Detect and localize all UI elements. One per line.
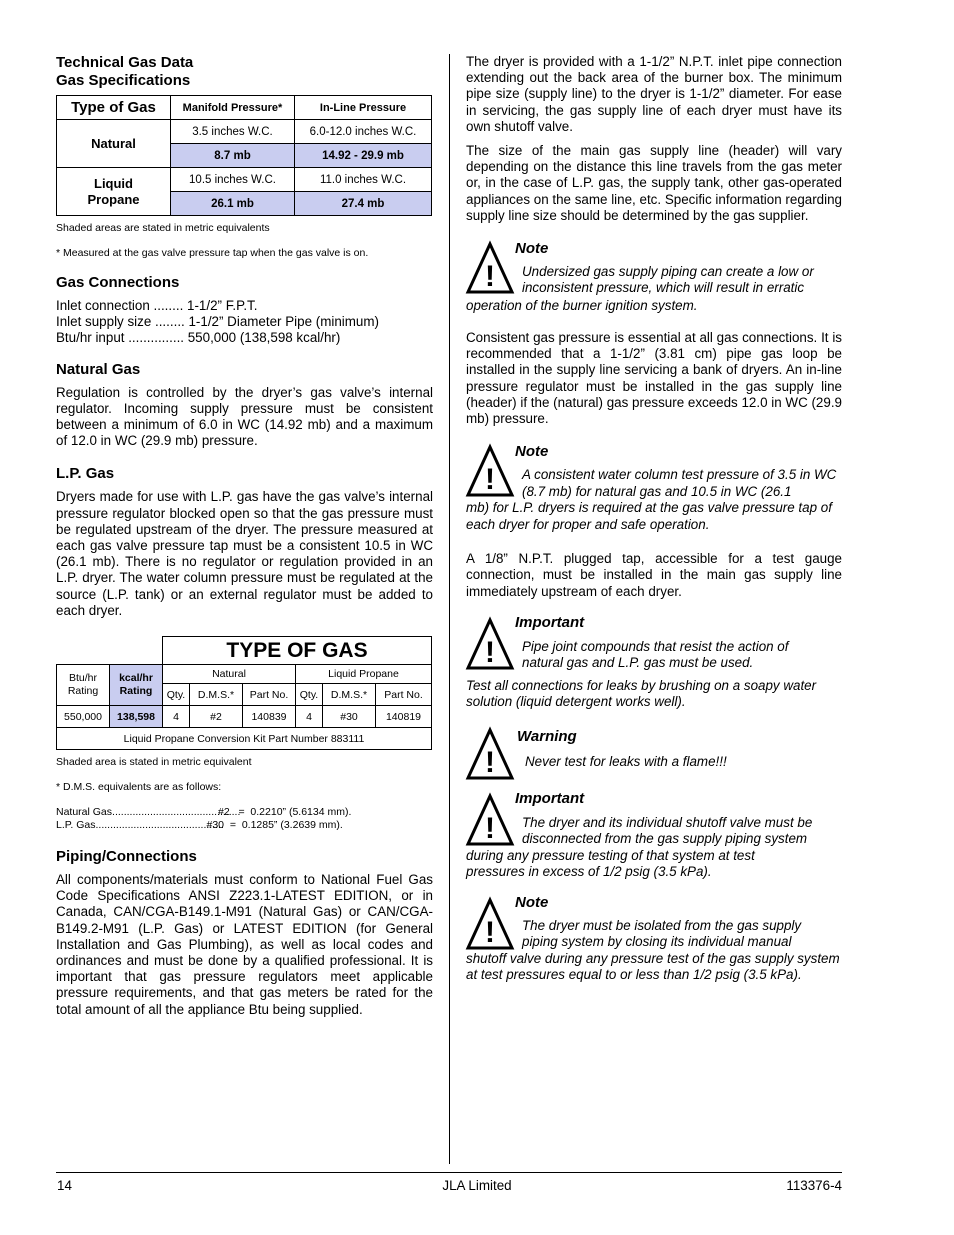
part-header: Part No.	[243, 684, 296, 706]
section-heading: Gas Connections	[56, 274, 180, 291]
warning-text: Never test for leaks with a flame!!!	[525, 753, 727, 769]
svg-text:!: !	[485, 260, 495, 294]
paragraph: The dryer is provided with a 1-1/2” N.P.T. inlet pipe connection extending out the back area of the burner box. The minimum pipe size (supply line) to the dryer is 1-1/2” diameter. For ease in servicing, the gas supply line of each dryer must have its own shutoff valve.	[466, 54, 842, 134]
doc-number: 113376-4	[786, 1178, 842, 1193]
note-title: Note	[515, 240, 549, 258]
warning-triangle-icon	[466, 898, 514, 950]
type-of-gas-table	[56, 636, 432, 750]
dms-value: #2 = 0.2210” (5.6134 mm).	[218, 806, 352, 819]
svg-text:!: !	[485, 811, 495, 845]
lp-label-line2: Propane	[87, 191, 140, 207]
spec-line: Inlet connection ........ 1-1/2” F.P.T.	[56, 298, 258, 313]
cell: 4	[163, 706, 190, 728]
warning-triangle-icon	[466, 445, 514, 497]
cell-metric: 8.7 mb	[171, 144, 295, 168]
section-heading: L.P. Gas	[56, 465, 115, 483]
note-text: The dryer must be isolated from the gas supply piping system by closing its individual manual	[522, 917, 802, 950]
section-heading: Natural Gas	[56, 360, 141, 378]
svg-text:!: !	[485, 745, 495, 779]
left-column	[56, 54, 433, 1018]
note-block	[466, 445, 842, 551]
paragraph: All components/materials must conform to National Fuel Gas Code Specifications ANSI Z223.1-LATEST EDITION, or in Canada, CAN/CGA-B149.1-M91 (Natural Gas) or CAN/CGA-B149.2-M91 (L.P. Gas) or LATEST EDITION (for General Installation and Gas Plumbing), as well as local codes and ordinances and must be done by a qualified professional. It is important that gas pressure regulators meet applicable pressure requirements, and that gas meters be rated for the total amount of all the appliance Btu being supplied.	[56, 872, 433, 1017]
part-header: Part No.	[376, 684, 432, 706]
note-title: Note	[515, 893, 549, 911]
section-heading: Piping/Connections	[56, 848, 197, 866]
warning-triangle-icon	[466, 794, 514, 846]
column-divider	[449, 54, 450, 1164]
page-number: 14	[57, 1178, 72, 1193]
important-title: Important	[515, 613, 585, 631]
cell: 4	[296, 706, 323, 728]
important-text: Test all connections for leaks by brushing on a soapy water solution (liquid detergent works well).	[466, 677, 817, 710]
dms-list	[56, 806, 433, 832]
dms-header: D.M.S.*	[190, 684, 243, 706]
svg-text:!: !	[485, 635, 495, 669]
col-header-inline: In-Line Pressure	[295, 96, 432, 120]
svg-text:!: !	[485, 463, 495, 497]
paragraph: Regulation is controlled by the dryer’s gas valve’s internal regulator. Incoming supply pressure must be consistent between a minimum of 6.0 in WC (14.92 mb) and a maximum of 12.0 in WC (29.9 mb) pressure.	[56, 384, 433, 449]
dms-row	[56, 819, 433, 832]
note-title: Note	[515, 443, 549, 461]
cell-metric: 27.4 mb	[295, 192, 432, 216]
dms-label: Natural Gas	[56, 806, 113, 819]
warning-title: Warning	[517, 727, 577, 745]
gas-spec-table	[56, 95, 432, 216]
cell-metric: 14.92 - 29.9 mb	[295, 144, 432, 168]
paragraph: The size of the main gas supply line (header) will vary depending on the distance this line travels from the gas meter or, in the case of L.P. gas, the supply tank, other gas-operated appliances on the same line, etc. Specific information regarding supply line size should be determined by the gas supplier.	[466, 143, 842, 223]
cell: 140839	[243, 706, 296, 728]
cell: 6.0-12.0 inches W.C.	[295, 120, 432, 144]
note-text: shutoff valve during any pressure test of the gas supply system at test pressures equal to or less than 1/2 psig (3.5 kPa).	[466, 950, 840, 983]
lp-label-line1: Liquid	[94, 175, 133, 191]
note-block	[466, 242, 842, 330]
col-header-type: Type of Gas	[57, 96, 171, 120]
paragraph: Dryers made for use with L.P. gas have the gas valve’s internal pressure regulator blocked open so that the gas pressure must be regulated upstream of the dryer. The pressure measured at each gas valve pressure tap must be a consistent 10.5 in WC (26.1 mb). There is no regulator or regulation provided in an L.P. dryer. The water column pressure must be regulated at the source (L.P. tank) or an external regulator must be added to each dryer.	[56, 489, 433, 618]
footer-rule	[56, 1172, 842, 1173]
important-text: during any pressure testing of that system at test pressures in excess of 1/2 psig (3.5 kPa).	[466, 847, 755, 880]
cell: 140819	[376, 706, 432, 728]
qty-header: Qty.	[163, 684, 190, 706]
section-subheading: Gas Specifications	[56, 72, 191, 89]
dms-header: D.M.S.*	[323, 684, 376, 706]
note-text: A consistent water column test pressure of 3.5 in WC (8.7 mb) for natural gas and 10.5 in WC (26.1	[522, 467, 837, 499]
leader-dots: ............................................	[95, 819, 224, 832]
svg-text:!: !	[485, 915, 495, 949]
cell: 3.5 inches W.C.	[171, 120, 295, 144]
dms-label: L.P. Gas	[56, 819, 96, 832]
btu-header: Btu/hr Rating	[57, 665, 110, 706]
footnote: * Measured at the gas valve pressure tap when the gas valve is on.	[56, 247, 369, 259]
note-text: mb) for L.P. dryers is required at the gas valve pressure tap of each dryer for proper and safe operation.	[466, 500, 832, 532]
important-block	[466, 613, 842, 728]
important-text: The dryer and its individual shutoff valve must be disconnected from the gas supply piping system	[522, 814, 813, 847]
row-label-lp	[57, 168, 171, 216]
cell: #2	[190, 706, 243, 728]
leader-dots: ............................................	[112, 806, 241, 819]
cell-metric: 26.1 mb	[171, 192, 295, 216]
important-text: Pipe joint compounds that resist the action of natural gas and L.P. gas must be used.	[522, 638, 789, 671]
dms-value: #30 = 0.1285” (3.2639 mm).	[206, 819, 343, 832]
footnote: * D.M.S. equivalents are as follows:	[56, 781, 222, 794]
important-title: Important	[515, 789, 585, 807]
lp-header: Liquid Propane	[296, 665, 432, 684]
footer-company: JLA Limited	[442, 1178, 512, 1193]
spec-line: Inlet supply size ........ 1-1/2” Diameter Pipe (minimum)	[56, 314, 379, 330]
footnote: Shaded area is stated in metric equivalent	[56, 756, 252, 769]
blank-cell	[57, 637, 163, 665]
cell-metric: 138,598	[110, 706, 163, 728]
cell: 11.0 inches W.C.	[295, 168, 432, 192]
cell: 10.5 inches W.C.	[171, 168, 295, 192]
spec-line: Btu/hr input ............... 550,000 (138,598 kcal/hr)	[56, 330, 341, 346]
row-label-natural: Natural	[57, 120, 171, 168]
warning-block	[466, 728, 842, 790]
natural-header: Natural	[163, 665, 296, 684]
kcal-header: kcal/hr Rating	[110, 665, 163, 706]
warning-triangle-icon	[466, 618, 514, 670]
footnote: Shaded areas are stated in metric equivalents	[56, 222, 270, 234]
qty-header: Qty.	[296, 684, 323, 706]
note-block	[466, 894, 842, 1004]
dms-row	[56, 806, 433, 819]
paragraph: Consistent gas pressure is essential at all gas connections. It is recommended that a 1-1/2” (3.81 cm) pipe gas loop be installed in the supply line servicing a bank of dryers. An in-line pressure regulator must be installed in the gas supply line (header) if the (natural) gas pressure exceeds 12.0 in WC (29.9 mb) pressure.	[466, 330, 842, 427]
right-column	[466, 54, 842, 1004]
warning-triangle-icon	[466, 242, 514, 294]
section-heading: Technical Gas Data	[56, 54, 194, 71]
col-header-manifold: Manifold Pressure*	[171, 96, 295, 120]
note-text: Undersized gas supply piping can create a low or inconsistent pressure, which will result in erratic	[522, 264, 814, 296]
warning-triangle-icon	[466, 728, 514, 780]
note-text: operation of the burner ignition system.	[466, 298, 698, 314]
paragraph: A 1/8” N.P.T. plugged tap, accessible for a test gauge connection, must be installed in the main gas supply line immediately upstream of each dryer.	[466, 551, 842, 599]
cell: #30	[323, 706, 376, 728]
table-title: TYPE OF GAS	[163, 637, 432, 665]
cell: 550,000	[57, 706, 110, 728]
kit-row: Liquid Propane Conversion Kit Part Number 883111	[57, 728, 432, 750]
important-block	[466, 790, 842, 894]
